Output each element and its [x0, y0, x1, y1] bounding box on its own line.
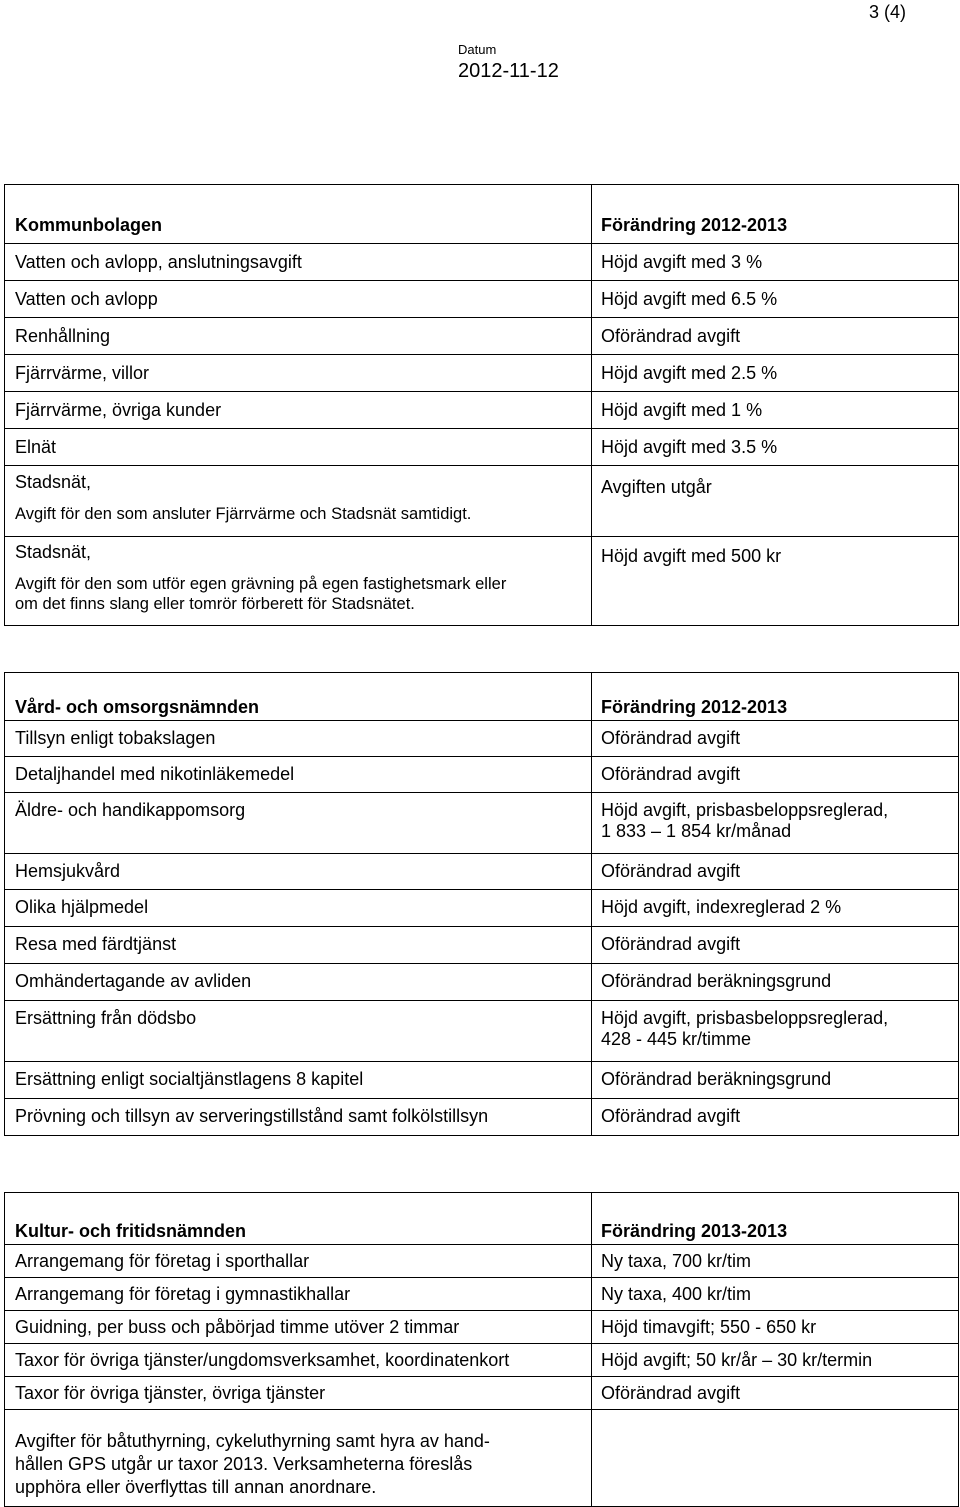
kultur-fritid-table — [4, 1192, 959, 1507]
table-row-value: Höjd avgift med 6.5 % — [592, 281, 959, 318]
note-line: hållen GPS utgår ur taxor 2013. Verksamheterna föreslås — [15, 1454, 473, 1474]
table-row-value: Ny taxa, 400 kr/tim — [592, 1278, 959, 1311]
table-row-value: Oförändrad beräkningsgrund — [592, 964, 959, 1001]
table-row — [5, 537, 592, 626]
table-row-label: Detaljhandel med nikotinläkemedel — [5, 757, 592, 793]
table-row-label: Fjärrvärme, övriga kunder — [5, 392, 592, 429]
table-row-label: Fjärrvärme, villor — [5, 355, 592, 392]
table-row-note — [5, 1410, 592, 1507]
date-label: Datum — [458, 42, 497, 57]
table-row-label: Tillsyn enligt tobakslagen — [5, 721, 592, 757]
table-row-value: Oförändrad avgift — [592, 757, 959, 793]
table-row-value: Höjd avgift med 3.5 % — [592, 429, 959, 466]
table-row-label: Äldre- och handikappomsorg — [5, 793, 592, 854]
table-row-label: Prövning och tillsyn av serveringstillstånd samt folkölstillsyn — [5, 1099, 592, 1136]
table-header-change: Förändring 2013-2013 — [592, 1193, 959, 1245]
date-value: 2012-11-12 — [458, 60, 559, 82]
table-row-value: Oförändrad avgift — [592, 927, 959, 964]
table-row-value: Oförändrad avgift — [592, 854, 959, 890]
table-row-label: Resa med färdtjänst — [5, 927, 592, 964]
value-line: 428 - 445 kr/timme — [601, 1029, 752, 1049]
page-number: 3 (4) — [868, 2, 906, 22]
table-header: Kultur- och fritidsnämnden — [5, 1193, 592, 1245]
row-label: Stadsnät, — [15, 472, 92, 492]
table-row-value: Oförändrad avgift — [592, 318, 959, 355]
vard-omsorg-table — [4, 672, 959, 1136]
table-header-change: Förändring 2012-2013 — [592, 209, 959, 244]
row-label: Stadsnät, — [15, 542, 92, 562]
table-row-value: Avgiften utgår — [592, 466, 959, 537]
table-row-label: Hemsjukvård — [5, 854, 592, 890]
table-row-value: Höjd timavgift; 550 - 650 kr — [592, 1311, 959, 1344]
table-row-label: Taxor för övriga tjänster/ungdomsverksamhet, koordinatenkort — [5, 1344, 592, 1377]
table-row-value: Höjd avgift; 50 kr/år – 30 kr/termin — [592, 1344, 959, 1377]
table-row-label: Omhändertagande av avliden — [5, 964, 592, 1001]
table-row-label: Taxor för övriga tjänster, övriga tjänster — [5, 1377, 592, 1410]
note-line: upphöra eller överflyttas till annan anordnare. — [15, 1477, 377, 1497]
table-row-label: Ersättning från dödsbo — [5, 1001, 592, 1062]
table-row-label: Vatten och avlopp — [5, 281, 592, 318]
table-header: Vård- och omsorgsnämnden — [5, 673, 592, 721]
table-row-value: Oförändrad avgift — [592, 1099, 959, 1136]
value-line: Höjd avgift, prisbasbeloppsreglerad, — [601, 800, 889, 820]
row-sublabel: Avgift för den som utför egen grävning på egen fastighetsmark eller — [15, 575, 507, 593]
table-row-value: Oförändrad avgift — [592, 721, 959, 757]
table-row-label: Arrangemang för företag i gymnastikhallar — [5, 1278, 592, 1311]
table-row-value: Ny taxa, 700 kr/tim — [592, 1245, 959, 1278]
note-line: Avgifter för båtuthyrning, cykeluthyrning samt hyra av hand- — [15, 1431, 490, 1451]
table-row-label: Vatten och avlopp, anslutningsavgift — [5, 244, 592, 281]
table-row-label: Guidning, per buss och påbörjad timme utöver 2 timmar — [5, 1311, 592, 1344]
table-row-label: Elnät — [5, 429, 592, 466]
table-row-label: Ersättning enligt socialtjänstlagens 8 kapitel — [5, 1062, 592, 1099]
value-line: Höjd avgift, prisbasbeloppsreglerad, — [601, 1008, 889, 1028]
table-row-value: Höjd avgift med 1 % — [592, 392, 959, 429]
table-row-value: Höjd avgift, indexreglerad 2 % — [592, 890, 959, 927]
table-header: Kommunbolagen — [5, 209, 592, 244]
row-sublabel: om det finns slang eller tomrör förberett för Stadsnätet. — [15, 595, 415, 613]
row-sublabel: Avgift för den som ansluter Fjärrvärme och Stadsnät samtidigt. — [15, 505, 472, 523]
table-row-value: Oförändrad beräkningsgrund — [592, 1062, 959, 1099]
kommunbolagen-table — [4, 184, 959, 626]
table-row-value: Höjd avgift med 500 kr — [592, 537, 959, 626]
table-row-label: Olika hjälpmedel — [5, 890, 592, 927]
table-row-label: Arrangemang för företag i sporthallar — [5, 1245, 592, 1278]
table-row-value — [592, 1001, 959, 1062]
table-row-value: Höjd avgift med 2.5 % — [592, 355, 959, 392]
table-row-value — [592, 1410, 959, 1507]
table-row-value: Oförändrad avgift — [592, 1377, 959, 1410]
table-row-label: Renhållning — [5, 318, 592, 355]
value-line: 1 833 – 1 854 kr/månad — [601, 821, 792, 841]
table-header-change: Förändring 2012-2013 — [592, 673, 959, 721]
table-row-value: Höjd avgift med 3 % — [592, 244, 959, 281]
table-row-value — [592, 793, 959, 854]
table-row — [5, 466, 592, 537]
